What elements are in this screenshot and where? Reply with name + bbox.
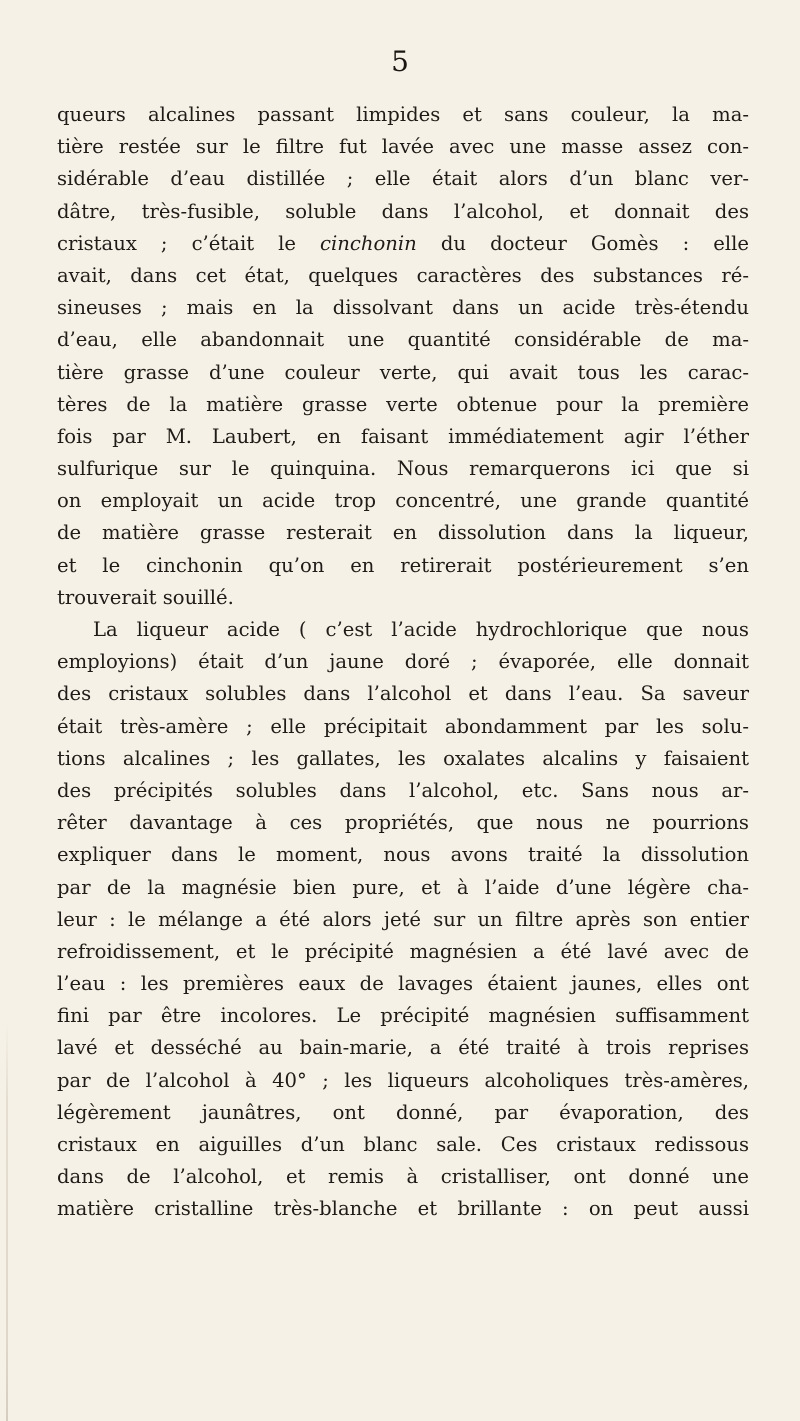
- text-line: refroidissement, et le précipité magnésien a été lavé avec de: [57, 939, 749, 963]
- text-line: rêter davantage à ces propriétés, que nous ne pourrions: [57, 811, 749, 835]
- text-line: des cristaux solubles dans l’alcohol et dans l’eau. Sa saveur: [57, 682, 749, 706]
- text-segment: du docteur Gomès : elle: [416, 231, 749, 255]
- text-line: par de la magnésie bien pure, et à l’aide d’une légère cha-: [57, 875, 749, 899]
- text-line: leur : le mélange a été alors jeté sur un filtre après son entier: [57, 907, 749, 931]
- text-line: des précipités solubles dans l’alcohol, etc. Sans nous ar-: [57, 778, 749, 802]
- text-line: tions alcalines ; les gallates, les oxalates alcalins y faisaient: [57, 746, 749, 770]
- text-line: l’eau : les premières eaux de lavages étaient jaunes, elles ont: [57, 972, 749, 996]
- text-line: lavé et desséché au bain-marie, a été traité à trois reprises: [57, 1036, 749, 1060]
- page-number: 5: [391, 45, 409, 78]
- text-line: on employait un acide trop concentré, une grande quantité: [57, 489, 749, 513]
- text-segment: cristaux ; c’était le: [57, 231, 321, 255]
- text-line: d’eau, elle abandonnait une quantité considérable de ma-: [57, 328, 749, 352]
- text-line: La liqueur acide ( c’est l’acide hydrochlorique que nous: [93, 618, 749, 641]
- italic-term: cinchonin: [320, 231, 417, 255]
- text-line: dans de l’alcohol, et remis à cristalliser, ont donné une: [57, 1165, 749, 1189]
- text-line: queurs alcalines passant limpides et sans couleur, la ma-: [57, 103, 749, 126]
- text-line: trouverait souillé.: [57, 585, 234, 609]
- text-line: de matière grasse resterait en dissolution dans la liqueur,: [57, 521, 749, 545]
- text-line: matière cristalline très-blanche et brillante : on peut aussi: [57, 1197, 749, 1221]
- text-line: avait, dans cet état, quelques caractères des substances ré-: [57, 263, 749, 287]
- text-line: fini par être incolores. Le précipité magnésien suffisamment: [57, 1004, 749, 1028]
- text-line: par de l’alcohol à 40° ; les liqueurs alcoholiques très-amères,: [57, 1068, 749, 1092]
- text-line: sidérable d’eau distillée ; elle était alors d’un blanc ver-: [57, 167, 749, 191]
- text-line: tière restée sur le filtre fut lavée avec une masse assez con-: [57, 135, 749, 159]
- text-line: expliquer dans le moment, nous avons traité la dissolution: [57, 843, 749, 867]
- text-line: sulfurique sur le quinquina. Nous remarquerons ici que si: [57, 457, 749, 481]
- text-line: fois par M. Laubert, en faisant immédiatement agir l’éther: [57, 424, 749, 448]
- page-edge-shadow: [6, 1020, 8, 1421]
- text-line: légèrement jaunâtres, ont donné, par évaporation, des: [57, 1100, 749, 1124]
- text-line: était très-amère ; elle précipitait abondamment par les solu-: [57, 714, 749, 738]
- text-line: [57, 228, 749, 260]
- text-line: cristaux en aiguilles d’un blanc sale. Ces cristaux redissous: [57, 1133, 749, 1156]
- text-line: employions) était d’un jaune doré ; évaporée, elle donnait: [57, 650, 749, 674]
- text-line: tière grasse d’une couleur verte, qui avait tous les carac-: [57, 360, 749, 384]
- text-line: tères de la matière grasse verte obtenue pour la première: [57, 392, 749, 416]
- text-line: dâtre, très-fusible, soluble dans l’alcohol, et donnait des: [57, 199, 749, 223]
- text-line: sineuses ; mais en la dissolvant dans un acide très-étendu: [57, 296, 749, 320]
- text-line: et le cinchonin qu’on en retirerait postérieurement s’en: [57, 553, 749, 577]
- body-text: [57, 99, 749, 1226]
